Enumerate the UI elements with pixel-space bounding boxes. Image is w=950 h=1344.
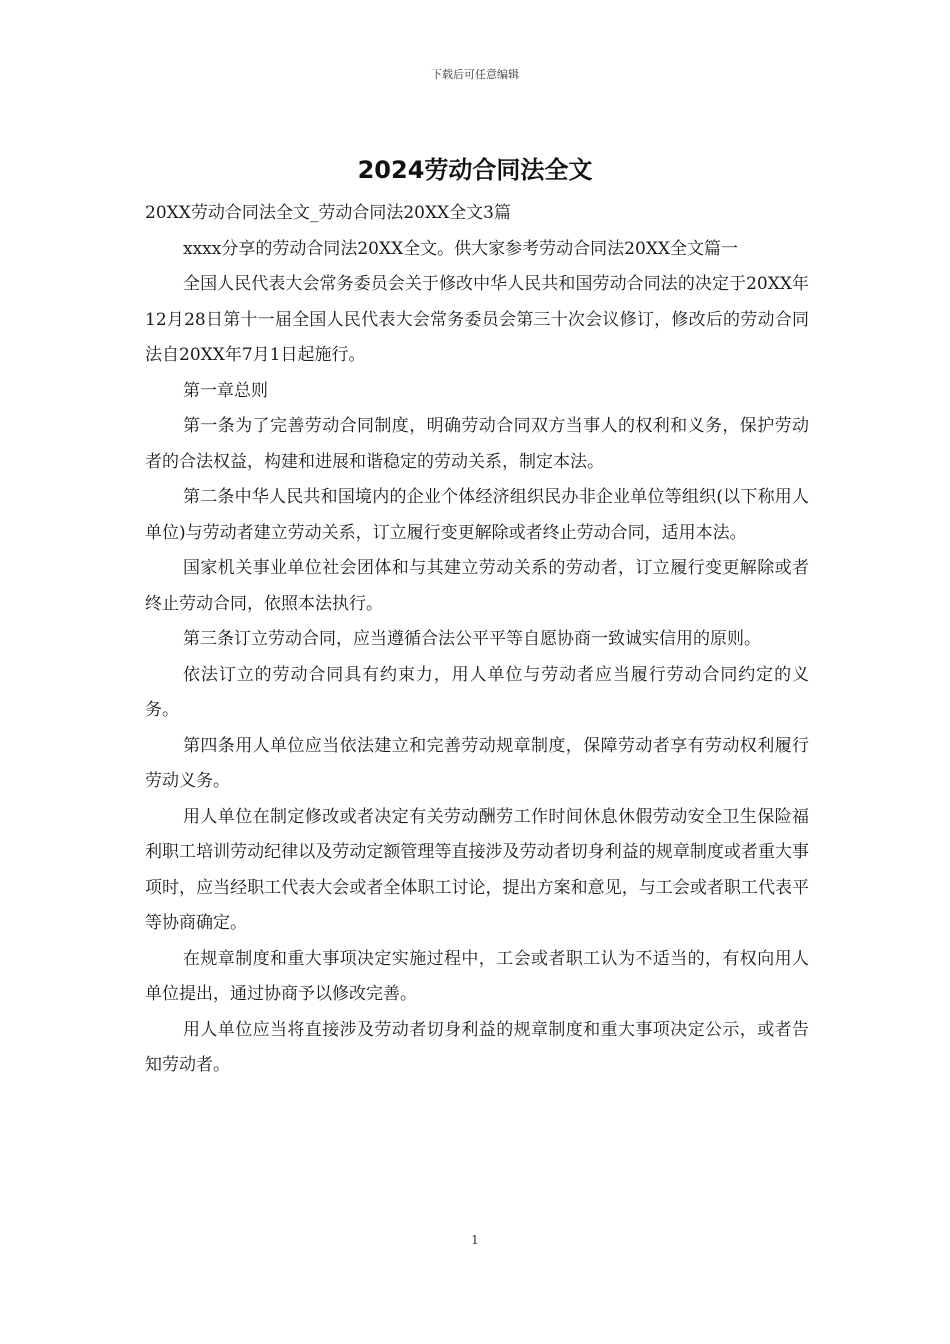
chapter-heading: 第一章总则 [183,380,268,401]
body-paragraph: 第一条为了完善劳动合同制度，明确劳动合同双方当事人的权利和义务，保护劳动者的合法权益，构建和进展和谐稳定的劳动关系，制定本法。 [145,416,809,472]
header-note: 下载后可任意编辑 [431,68,519,81]
body-paragraph: 用人单位在制定修改或者决定有关劳动酬劳工作时间休息休假劳动安全卫生保险福利职工培训劳动纪律以及劳动定额管理等直接涉及劳动者切身利益的规章制度或者重大事项时，应当经职工代表大会或者全体职工讨论，提出方案和意见，与工会或者职工代表平等协商确定。 [145,806,809,933]
subtitle-paragraph: 20XX劳动合同法全文_劳动合同法20XX全文3篇 [145,203,511,223]
body-paragraph: 全国人民代表大会常务委员会关于修改中华人民共和国劳动合同法的决定于20XX年12月28日第十一届全国人民代表大会常务委员会第三十次会议修订，修改后的劳动合同法自20XX年7月1日起施行。 [145,274,809,365]
body-paragraph: 第四条用人单位应当依法建立和完善劳动规章制度，保障劳动者享有劳动权利履行劳动义务。 [145,735,809,791]
body-paragraph: 用人单位应当将直接涉及劳动者切身利益的规章制度和重大事项决定公示，或者告知劳动者。 [145,1019,809,1075]
document-title: 2024劳动合同法全文 [357,156,593,184]
page-number: 1 [471,1233,479,1247]
body-paragraph: 第二条中华人民共和国境内的企业个体经济组织民办非企业单位等组织(以下称用人单位)与劳动者建立劳动关系，订立履行变更解除或者终止劳动合同，适用本法。 [145,487,809,543]
body-paragraph: 在规章制度和重大事项决定实施过程中，工会或者职工认为不适当的，有权向用人单位提出，通过协商予以修改完善。 [145,948,809,1004]
body-paragraph: 第三条订立劳动合同，应当遵循合法公平平等自愿协商一致诚实信用的原则。 [183,629,761,649]
body-paragraph: 国家机关事业单位社会团体和与其建立劳动关系的劳动者，订立履行变更解除或者终止劳动合同，依照本法执行。 [145,558,809,614]
intro-paragraph: xxxx分享的劳动合同法20XX全文。供大家参考劳动合同法20XX全文篇一 [183,238,739,259]
body-paragraph: 依法订立的劳动合同具有约束力，用人单位与劳动者应当履行劳动合同约定的义务。 [145,664,809,720]
document-body [145,196,809,1084]
